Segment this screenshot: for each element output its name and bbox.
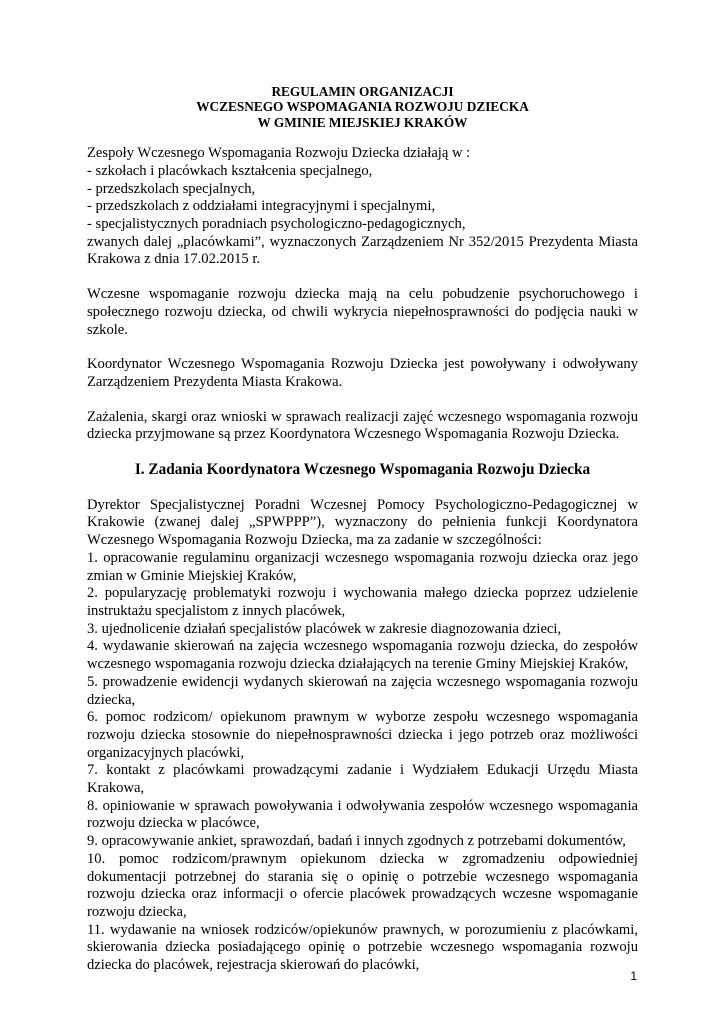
task-item: 5. prowadzenie ewidencji wydanych skierowań na zajęcia wczesnego wspomagania rozwoju dziecka,	[87, 673, 638, 708]
section-heading: I. Zadania Koordynatora Wczesnego Wspomagania Rozwoju Dziecka	[134, 461, 591, 479]
task-item: 1. opracowanie regulaminu organizacji wczesnego wspomagania rozwoju dziecka oraz jego zmian w Gminie Miejskiej Kraków,	[87, 549, 638, 584]
page-content	[87, 84, 638, 975]
intro-closing: zwanych dalej „placówkami”, wyznaczonych Zarządzeniem Nr 352/2015 Prezydenta Miasta Krakowa z dnia 17.02.2015 r.	[87, 233, 638, 268]
task-item: 2. popularyzację problematyki rozwoju i wychowania małego dziecka poprzez udzielenie instruktażu specjalistom z innych placówek,	[87, 585, 638, 619]
document-title	[87, 84, 638, 130]
task-item: 6. pomoc rodzicom/ opiekunom prawnym w wyborze zespołu wczesnego wspomagania rozwoju dziecka stosownie do niepełnosprawności dziecka i jego potrzeb oraz możliwości organizacyjnych placówki,	[87, 709, 638, 761]
task-item: 3. ujednolicenie działań specjalistów placówek w zakresie diagnozowania dzieci,	[87, 620, 562, 637]
task-item: 7. kontakt z placówkami prowadzącymi zadanie i Wydziałem Edukacji Urzędu Miasta Krakowa,	[87, 762, 638, 797]
intro-lead: Zespoły Wczesnego Wspomagania Rozwoju Dziecka działają w :	[87, 145, 471, 162]
intro-list-item: - szkołach i placówkach kształcenia specjalnego,	[87, 162, 373, 179]
task-item: 10. pomoc rodzicom/prawnym opiekunom dziecka w zgromadzeniu odpowiedniej dokumentacji potrzebnej do starania się o opinię o potrzebie wczesnego wspomagania rozwoju dziecka oraz informacji o ofercie placówek prowadzących wczesne wspomaganie rozwoju dziecka,	[87, 850, 638, 920]
task-item: 9. opracowywanie ankiet, sprawozdań, badań i innych zgodnych z potrzebami dokumentów,	[87, 833, 626, 850]
title-line-2: WCZESNEGO WSPOMAGANIA ROZWOJU DZIECKA	[196, 99, 529, 115]
paragraph-purpose: Wczesne wspomaganie rozwoju dziecka mają na celu pobudzenie psychoruchowego i społecznego rozwoju dziecka, od chwili wykrycia niepełnosprawności do podjęcia nauki w szkole.	[87, 286, 638, 338]
section-intro: Dyrektor Specjalistycznej Poradni Wczesnej Pomocy Psychologiczno-Pedagogicznej w Krakowie (zwanej dalej „SPWPPP”), wyznaczony do pełnienia funkcji Koordynatora Wczesnego Wspomagania Rozwoju Dziecka, ma za zadanie w szczególności:	[87, 496, 638, 549]
title-line-3: W GMINIE MIEJSKIEJ KRAKÓW	[257, 114, 468, 130]
page-number: 1	[630, 969, 637, 983]
intro-list-item: - przedszkolach specjalnych,	[87, 180, 256, 197]
task-item: 4. wydawanie skierowań na zajęcia wczesnego wspomagania rozwoju dziecka, do zespołów wczesnego wspomagania rozwoju dziecka działających na terenie Gminy Miejskiej Kraków,	[87, 638, 638, 673]
intro-list-item: - specjalistycznych poradniach psychologiczno-pedagogicznych,	[87, 216, 466, 233]
intro-block	[87, 145, 638, 269]
paragraph-coordinator: Koordynator Wczesnego Wspomagania Rozwoju Dziecka jest powoływany i odwoływany Zarządzeniem Prezydenta Miasta Krakowa.	[87, 356, 638, 390]
task-item: 11. wydawanie na wniosek rodziców/opiekunów prawnych, w porozumieniu z placówkami, skierowania dziecka posiadającego opinię o potrzebie wczesnego wspomagania rozwoju dziecka do placówek, rejestracja skierowań do placówki,	[87, 921, 638, 974]
intro-list-item: - przedszkolach z oddziałami integracyjnymi i specjalnymi,	[87, 198, 436, 215]
task-item: 8. opiniowanie w sprawach powoływania i odwoływania zespołów wczesnego wspomagania rozwoju dziecka w placówce,	[87, 797, 638, 832]
title-line-1: REGULAMIN ORGANIZACJI	[271, 84, 454, 99]
paragraph-complaints: Zażalenia, skargi oraz wnioski w sprawach realizacji zajęć wczesnego wspomagania rozwoju dziecka przyjmowane są przez Koordynatora Wczesnego Wspomagania Rozwoju Dziecka.	[87, 408, 638, 443]
